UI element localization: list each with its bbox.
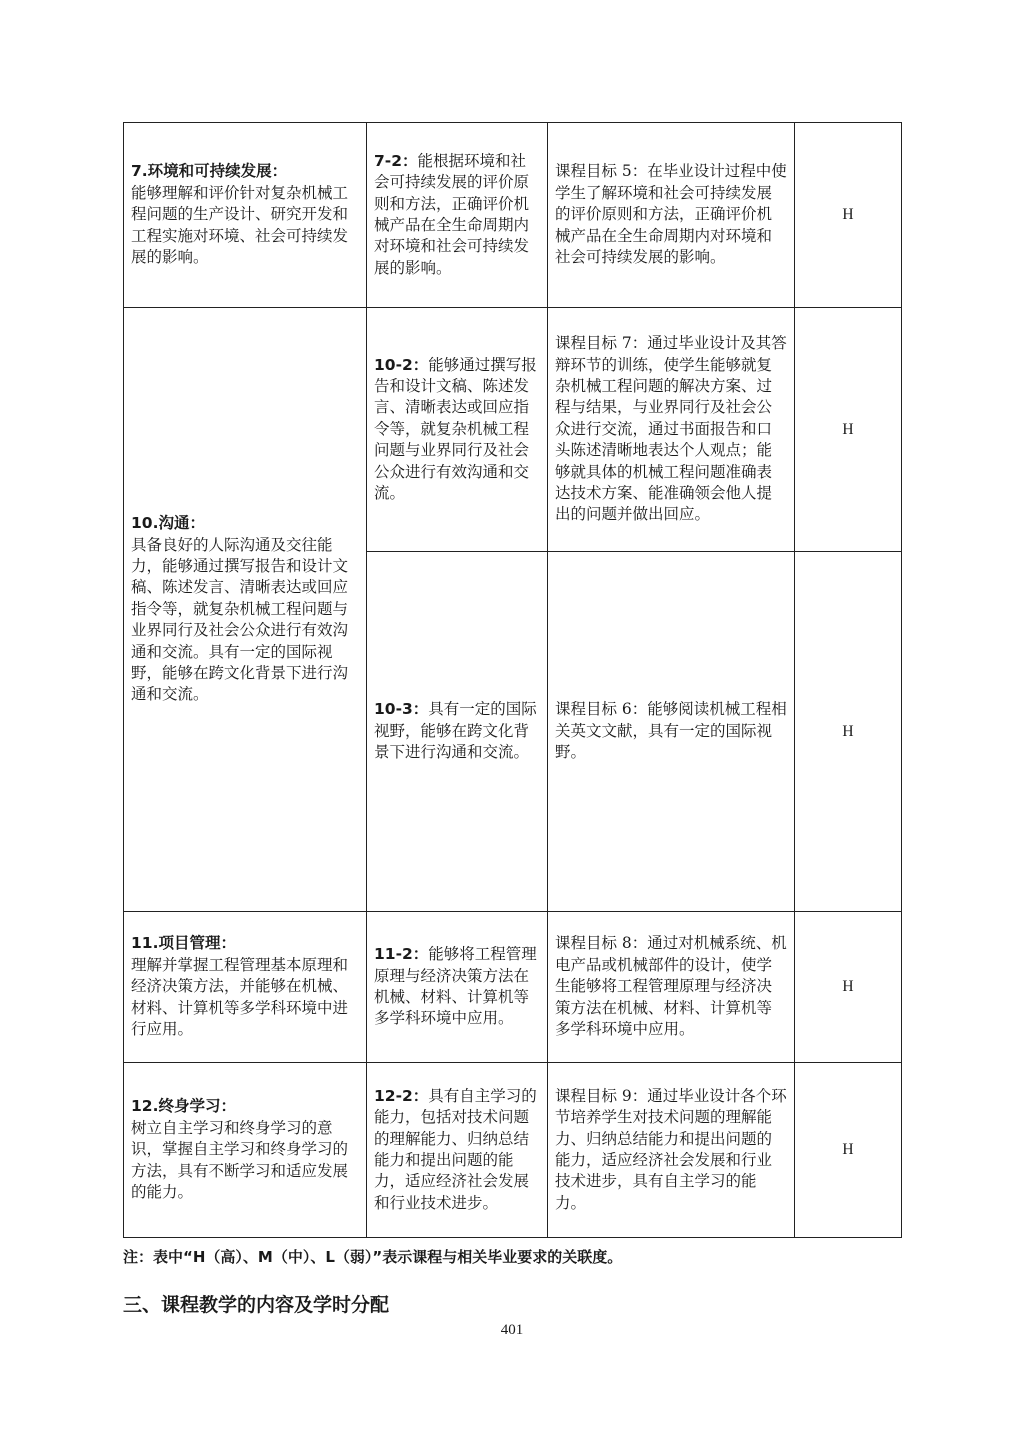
course-objective-cell	[548, 1063, 795, 1238]
relevance-level-cell: H	[795, 123, 902, 308]
requirement-cell	[124, 1063, 367, 1238]
table-row	[124, 1063, 902, 1238]
indicator-text: 能够通过撰写报告和设计文稿、陈述发言、清晰表达或回应指令等，就复杂机械工程问题与业界同行及社会公众进行有效沟通和交流。	[374, 355, 537, 503]
requirement-text: 理解并掌握工程管理基本原理和经济决策方法，并能够在机械、材料、计算机等多学科环境中进行应用。	[131, 955, 349, 1039]
course-objective-text: 课程目标 7：通过毕业设计及其答辩环节的训练，使学生能够就复杂机械工程问题的解决方案、过程与结果，与业界同行及社会公众进行交流，通过书面报告和口头陈述清晰地表达个人观点；能够就具体的机械工程问题准确表达技术方案、能准确领会他人提出的问题并做出回应。	[555, 334, 787, 524]
table-row	[124, 308, 902, 552]
indicator-cell	[367, 552, 548, 912]
course-objective-cell	[548, 912, 795, 1063]
course-objective-text: 课程目标 8：通过对机械系统、机电产品或机械部件的设计，使学生能够将工程管理原理与经济决策方法在机械、材料、计算机等多学科环境中应用。	[555, 934, 787, 1039]
course-objective-cell	[548, 123, 795, 308]
requirement-text: 能够理解和评价针对复杂机械工程问题的生产设计、研究开发和工程实施对环境、社会可持续发展的影响。	[131, 183, 349, 267]
requirement-title: 12.终身学习：	[131, 1097, 236, 1116]
relevance-level-cell: H	[795, 912, 902, 1063]
requirement-title: 10.沟通：	[131, 514, 205, 533]
indicator-text: 具有自主学习的能力，包括对技术问题的理解能力、归纳总结能力和提出问题的能力，适应经济社会发展和行业技术进步。	[374, 1086, 537, 1212]
indicator-id: 12-2：	[374, 1086, 429, 1105]
course-objective-text: 课程目标 5：在毕业设计过程中使学生了解环境和社会可持续发展的评价原则和方法，正确评价机械产品在全生命周期内对环境和社会可持续发展的影响。	[555, 162, 787, 267]
table-row	[124, 912, 902, 1063]
section-heading: 三、课程教学的内容及学时分配	[123, 1294, 390, 1316]
table-note: 注：表中“H（高）、M（中）、L（弱）”表示课程与相关毕业要求的关联度。	[123, 1248, 623, 1266]
page-number: 401	[500, 1322, 524, 1338]
indicator-cell	[367, 308, 548, 552]
relevance-level-cell: H	[795, 552, 902, 912]
indicator-cell	[367, 912, 548, 1063]
indicator-id: 7-2：	[374, 151, 418, 170]
table-row	[124, 123, 902, 308]
requirement-cell	[124, 308, 367, 912]
requirements-mapping-table	[123, 122, 902, 1238]
requirement-text: 具备良好的人际沟通及交往能力，能够通过撰写报告和设计文稿、陈述发言、清晰表达或回应指令等，就复杂机械工程问题与业界同行及社会公众进行有效沟通和交流。具有一定的国际视野，能够在跨文化背景下进行沟通和交流。	[131, 535, 349, 704]
requirement-title: 7.环境和可持续发展：	[131, 162, 288, 181]
requirement-cell	[124, 123, 367, 308]
course-objective-cell	[548, 552, 795, 912]
course-objective-cell	[548, 308, 795, 552]
indicator-text: 能根据环境和社会可持续发展的评价原则和方法，正确评价机械产品在全生命周期内对环境和社会可持续发展的影响。	[374, 151, 530, 277]
indicator-id: 10-2：	[374, 355, 429, 374]
requirement-title: 11.项目管理：	[131, 934, 236, 953]
indicator-id: 11-2：	[374, 945, 429, 964]
indicator-text: 具有一定的国际视野，能够在跨文化背景下进行沟通和交流。	[374, 700, 537, 762]
indicator-cell	[367, 1063, 548, 1238]
course-objective-text: 课程目标 9：通过毕业设计各个环节培养学生对技术问题的理解能力、归纳总结能力和提出问题的能力，适应经济社会发展和行业技术进步，具有自主学习的能力。	[555, 1086, 787, 1212]
indicator-id: 10-3：	[374, 700, 429, 719]
indicator-cell	[367, 123, 548, 308]
relevance-level-cell: H	[795, 1063, 902, 1238]
indicator-text: 能够将工程管理原理与经济决策方法在机械、材料、计算机等多学科环境中应用。	[374, 945, 537, 1028]
requirement-cell	[124, 912, 367, 1063]
course-objective-text: 课程目标 6：能够阅读机械工程相关英文文献，具有一定的国际视野。	[555, 700, 787, 762]
relevance-level-cell: H	[795, 308, 902, 552]
requirement-text: 树立自主学习和终身学习的意识，掌握自主学习和终身学习的方法，具有不断学习和适应发展的能力。	[131, 1118, 349, 1202]
